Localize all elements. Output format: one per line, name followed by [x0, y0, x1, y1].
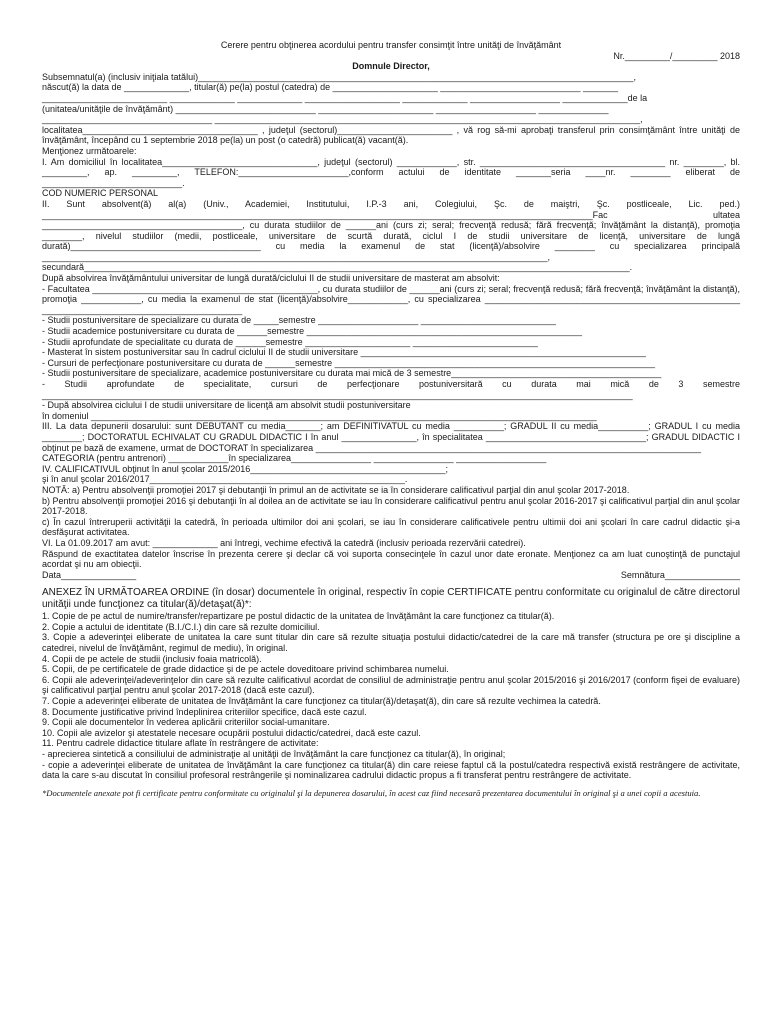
registration-number: Nr._________/_________ 2018 — [613, 50, 740, 61]
form-line: NOTĂ: a) Pentru absolvenţii promoţiei 2017 şi debutanţii în primul an de activitate se ia în considerare calificativul parţial din anul şcolar 2017-2018. — [42, 484, 630, 495]
form-title: Cerere pentru obţinerea acordului pentru transfer consimţit între unităţi de învăţământ — [220, 40, 562, 50]
annex-item: 6. Copii ale adeverinţei/adeverinţelor din care să rezulte calificativul acordat de consiliul de administraţie pentru anul şcolar 2015/2016 şi 2016/2017 (conform fişei de evaluare) şi calificativul parţial pentru anul şcolar 2017-2018 (dacă este cazul). — [42, 674, 740, 696]
form-line: şi în anul şcolar 2016/2017___________________________________________________. — [42, 474, 408, 485]
annex-item: 2. Copie a actului de identitate (B.I./C.I.) din care să rezulte domiciliul. — [42, 621, 320, 632]
form-line: - Studii postuniversitare de specializare cu durata de _____semestre ____________________ ___________________________ — [42, 315, 556, 326]
salutation: Domnule Director, — [352, 61, 430, 72]
form-line: - Studii aprofundate de specialitate cu durata de ______semestre _____________________ _________________________ — [42, 336, 538, 347]
form-line: Răspund de exactitatea datelor înscrise în prezenta cerere şi declar că voi suporta consecinţele în cazul unor date eronate. Menţionez ca am luat cunoştinţă de punctajul acordat şi nu am obiecţii. — [42, 548, 740, 570]
form-line: I. Am domiciliul în localitatea_______________________________, judeţul (sectorul) ____________, str. _____________________________________ nr. ________, bl. _________, ap. _________, TELEFON:______________________,conform actului de identitate _______seria ____nr. ________ eliberat de ____________________________. — [42, 156, 740, 188]
form-line: VI. La 01.09.2017 am avut: _____________ ani întregi, vechime efectivă la catedră (inclusiv perioada rezervării catedrei). — [42, 537, 526, 548]
form-line: __________________________________ _____________________________________________________________________________________, — [42, 114, 643, 125]
form-line: CATEGORIA (pentru antrenori) ____________în specializarea________________ ________________ __________________ — [42, 453, 547, 464]
form-line: IV. CALIFICATIVUL obţinut în anul şcolar 2015/2016_______________________________________; — [42, 463, 448, 474]
annex-item: 5. Copii, de pe certificatele de grade didactice şi de pe actele doveditoare privind schimbarea numelui. — [42, 664, 449, 675]
form-line: - Studii academice postuniversitare cu durata de ______semestre _______________________________________________________ — [42, 326, 582, 337]
form-line: - Studii postuniversitare de specializare, academice postuniversitare cu durata mai mică de 3 semestre__________________________________________ — [42, 368, 662, 379]
annex-item: 9. Copii ale documentelor în vederea aplicării criteriilor social-umanitare. — [42, 717, 330, 728]
form-line: II. Sunt absolvent(ă) al(a) (Univ., Academiei, Institutului, I.P.-3 ani, Colegiului, Şc. de maiştri, Şc. postliceale, Lic. ped.) ______________________________________________________________________________________________________________Fac ultatea ________________________________________, cu durata studiilor de ______ani (curs zi; seral; frecvenţă redusă; fără frecvenţă; învăţământ la distanţă), promoţia ________, nivelul studiilor (medii, postliceale, universitare de scurtă durată, ciclul I de studii universitare de licenţă, universitare de lungă durată)______________________________________ cu media la examenul de stat (licenţă)/absolvire ________ cu specializarea principală _____________________________________________________________________________________________________, secundară_____________________________________________________________________________________________________________. — [42, 198, 740, 273]
annex-footnote: *Documentele anexate pot fi certificate pentru conformitate cu originalul şi la depunerea dosarului, în acest caz fiind necesară prezentarea documentului în original şi a unei copii a acestuia. — [42, 787, 701, 798]
form-line: (unitatea/unităţile de învăţământ) ____________________________ _______________________ ____________________ ______________ — [42, 103, 609, 114]
annex-item: - aprecierea sintetică a consiliului de administraţie al unităţii de învăţământ la care funcţionez ca titular(ă), în original; — [42, 749, 506, 759]
signature-field: Semnătura_______________ — [620, 569, 740, 580]
annex-item: 8. Documente justificative privind îndeplinirea criteriilor specifice, dacă este cazul. — [42, 706, 367, 717]
form-line: III. La data depunerii dosarului: sunt DEBUTANT cu media_______; am DEFINITIVATUL cu media __________; GRADUL II cu media__________; GRADUL I cu media ________; DOCTORATUL ECHIVALAT CU GRADUL DIDACTIC I în anul _______________, în specialitatea ________________________________; GRADUL DIDACTIC I obţinut pe bază de examene, urmat de DOCTORAT în specializarea _____________________________________________________________________________ — [42, 421, 740, 453]
annex-item: 4. Copii de pe actele de studii (inclusiv foaia matricolă). — [42, 653, 262, 664]
form-line: După absolvirea învăţământului universitar de lungă durată/ciclului II de studii universitare de masterat am absolvit: — [42, 273, 500, 284]
form-line: - După absolvirea ciclului I de studii universitare de licenţă am absolvit studii postuniversitare — [42, 400, 411, 411]
document-page — [42, 40, 740, 799]
form-line: Subsemnatul(a) (inclusiv iniţiala tatălui)_______________________________________________________________________________________, — [42, 71, 637, 82]
form-line: - Masterat în sistem postuniversitar sau în cadrul ciclului II de studii universitare _________________________________________________________ — [42, 347, 646, 358]
form-line: - Facultatea _____________________________________________, cu durata studiilor de ______ani (curs zi; seral; frecvenţă redusă; fără frecvenţă; învăţământ la distanţă), promoţia ____________, cu media la examenul de stat (licenţă)/absolvire____________, cu specializarea ___________________________________________________ ________________________________________ — [42, 283, 740, 315]
annex-item: 1. Copie de pe actul de numire/transfer/repartizare pe postul didactic de la unitatea de învăţământ la care funcţionez ca titular(ă). — [42, 611, 555, 622]
form-line: localitatea___________________________________ , judeţul (sectorul)_______________________ , vă rog să-mi aprobaţi transferul prin consimţământ între unităţi de învăţământ, începând cu 1 septembrie 2018 pe(la) un post (o catedră) publicat(ă) vacant(ă). — [42, 124, 740, 146]
form-line: - Cursuri de perfecţionare postuniversitare cu durata de ______semestre ________________________________________________________________ — [42, 357, 656, 368]
annex-item: 3. Copie a adeverinţei eliberate de unitatea la care sunt titular din care să rezulte situaţia postului didactic/catedrei de la care mă transfer (structura pe ore şi discipline a catedrei, nivelul de învăţământ, regimul de mediu), în original. — [42, 632, 740, 654]
annex-intro: ANEXEZ ÎN URMĂTOAREA ORDINE (în dosar) documentele în original, respectiv în copie CERTIFICATE pentru conformitate cu originalul de către directorul unităţii unde funcţionez ca titular(ă)/detaşat(ă)*: — [42, 587, 740, 611]
form-line: Menţionez următoarele: — [42, 145, 137, 156]
form-line: - Studii aprofundate de specialitate, cursuri de perfecţionare postuniversitară cu durata mai mică de 3 semestre ______________________________________________________________________________________________________________________ — [42, 379, 740, 400]
form-line: COD NUMERIC PERSONAL — [42, 188, 159, 199]
annex-item: 10. Copii ale avizelor şi atestatele necesare ocupării postului didactic/catedrei, dacă este cazul. — [42, 727, 421, 738]
annex-item: 11. Pentru cadrele didactice titulare aflate în restrângere de activitate: — [42, 738, 319, 749]
form-line: în domeniul _____________________________________________________________________________________________________ — [42, 410, 597, 421]
annex-item: - copie a adeverinţei eliberate de unitatea de învăţământ la care funcţionez ca titular(ă) din care reiese faptul că la postul/catedra respectivă există restrângere de activitate, data la care s-au discutat în consiliul profesoral restrângerile şi nominalizarea cadrului didactic propus a fi transferat pentru restrângere de activitate. — [42, 759, 740, 781]
form-line: b) Pentru absolvenţii promoţiei 2016 şi debutanţii în al doilea an de activitate se iau în considerare calificativul pentru anul şcolar 2016-2017 şi calificativul parţial din anul şcolar 2017-2018. — [42, 495, 740, 517]
form-line: c) În cazul întreruperii activităţii la catedră, în perioada ultimilor doi ani şcolari, se iau în considerare calificativele pentru ultimii doi ani şcolari în care cadrul didactic şi-a desfăşurat activitatea. — [42, 516, 740, 538]
date-field: Data_______________ — [42, 569, 137, 580]
annex-item: 7. Copie a adeverinţei eliberate de unitatea de învăţământ la care funcţionez ca titular(ă)/detaşat(ă), din care să rezulte vechimea la catedră. — [42, 696, 601, 707]
date-signature-row — [42, 570, 740, 581]
form-line: _________________________ _____________ _____________ ___________________ _____________ __________________ _____________de la — [42, 92, 648, 103]
form-line: născut(ă) la data de _____________, titular(ă) pe(la) postul (catedra) de _____________________ ____________________________ _______ — [42, 82, 618, 93]
